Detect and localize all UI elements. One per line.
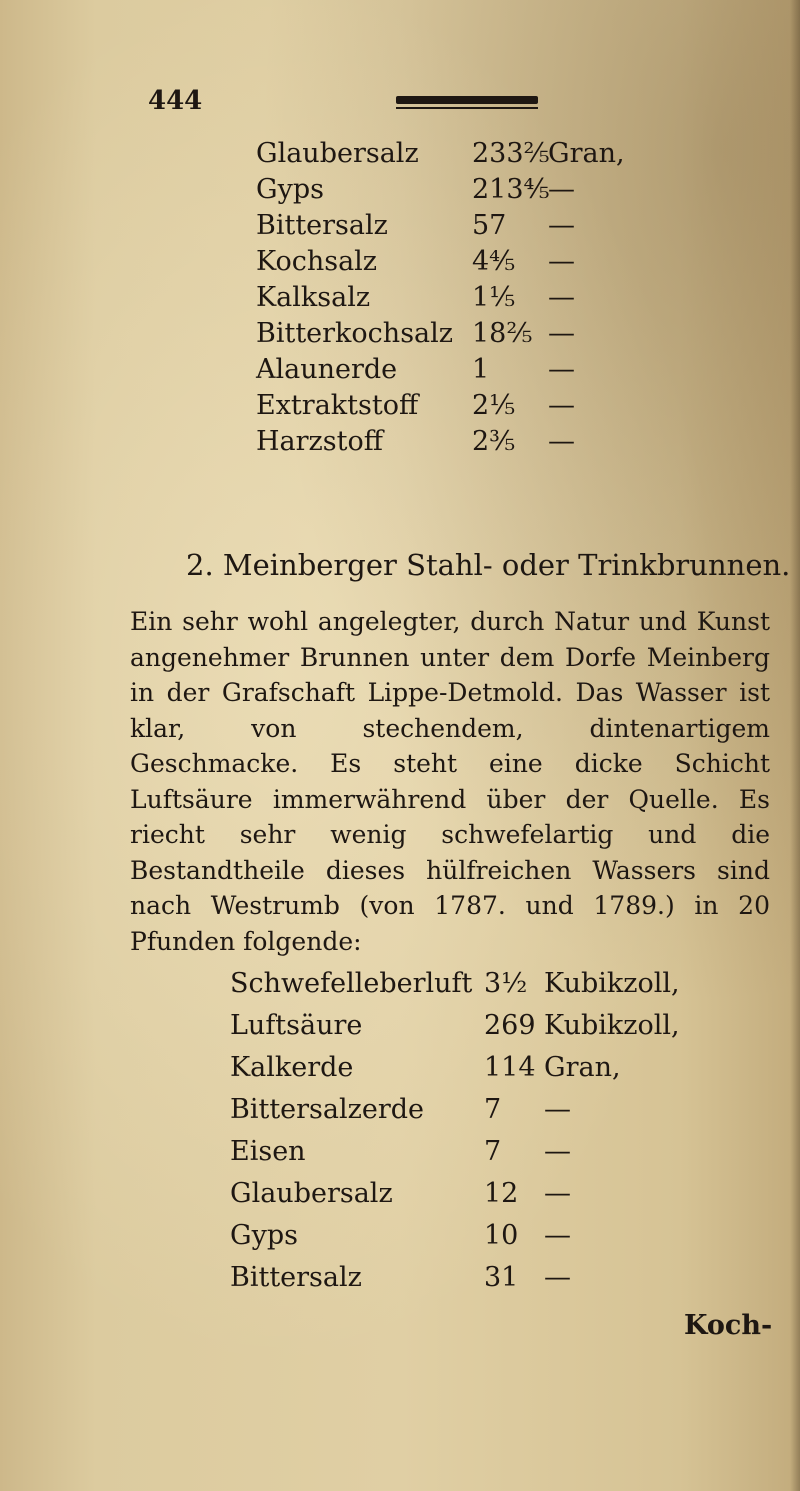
substance-name: Glaubersalz bbox=[230, 1178, 393, 1209]
substance-quantity: 1 bbox=[472, 354, 490, 385]
substance-quantity: 31 bbox=[484, 1262, 519, 1293]
substance-unit: — bbox=[544, 1178, 571, 1209]
substance-unit: — bbox=[548, 318, 575, 349]
substance-quantity: 57 bbox=[472, 210, 507, 241]
mineral-table-1 bbox=[0, 138, 800, 462]
substance-name: Kochsalz bbox=[256, 246, 378, 277]
table-row bbox=[0, 138, 800, 174]
substance-name: Glaubersalz bbox=[256, 138, 419, 169]
substance-unit: — bbox=[544, 1262, 571, 1293]
substance-quantity: 213⅘ bbox=[472, 174, 550, 205]
substance-quantity: 12 bbox=[484, 1178, 519, 1209]
table-row bbox=[0, 1262, 800, 1304]
substance-name: Bittersalz bbox=[256, 210, 388, 241]
substance-name: Harzstoff bbox=[256, 426, 383, 457]
substance-name: Bittersalz bbox=[230, 1262, 362, 1293]
substance-quantity: 7 bbox=[484, 1094, 502, 1125]
substance-name: Alaunerde bbox=[256, 354, 398, 385]
substance-unit: — bbox=[548, 246, 575, 277]
header-rule-thin bbox=[396, 107, 538, 109]
table-row bbox=[0, 282, 800, 318]
substance-quantity: 4⅘ bbox=[472, 246, 516, 277]
substance-quantity: 2⅕ bbox=[472, 390, 516, 421]
substance-name: Bittersalzerde bbox=[230, 1094, 425, 1125]
substance-quantity: 269 bbox=[484, 1010, 536, 1041]
substance-quantity: 114 bbox=[484, 1052, 536, 1083]
substance-unit: — bbox=[544, 1220, 571, 1251]
substance-quantity: 233⅖ bbox=[472, 138, 550, 169]
substance-unit: — bbox=[544, 1094, 571, 1125]
substance-unit: Gran, bbox=[548, 138, 625, 169]
substance-name: Kalkerde bbox=[230, 1052, 354, 1083]
substance-quantity: 7 bbox=[484, 1136, 502, 1167]
table-row bbox=[0, 968, 800, 1010]
table-row bbox=[0, 1094, 800, 1136]
substance-quantity: 10 bbox=[484, 1220, 519, 1251]
table-row bbox=[0, 174, 800, 210]
substance-unit: — bbox=[548, 426, 575, 457]
table-row bbox=[0, 390, 800, 426]
header-rule-thick bbox=[396, 96, 538, 104]
section-paragraph: Ein sehr wohl angelegter, durch Natur und Kunst angenehmer Brunnen unter dem Dorfe Meinberg in der Grafschaft Lippe-Detmold. Das Wasser ist klar, von stechendem, dintenartigem Geschmacke. Es steht eine dicke Schicht Luftsäure immerwährend über der Quelle. Es riecht sehr wenig schwefelartig und die Bestandtheile dieses hülfreichen Wassers sind nach Westrumb (von 1787. und 1789.) in 20 Pfunden folgende: bbox=[130, 607, 770, 956]
substance-name: Extraktstoff bbox=[256, 390, 419, 421]
substance-name: Luftsäure bbox=[230, 1010, 363, 1041]
table-row bbox=[0, 1178, 800, 1220]
table-row bbox=[0, 1136, 800, 1178]
substance-unit: Kubikzoll, bbox=[544, 1010, 680, 1041]
substance-name: Bitterkochsalz bbox=[256, 318, 454, 349]
table-row bbox=[0, 318, 800, 354]
substance-quantity: 1⅕ bbox=[472, 282, 516, 313]
substance-name: Gyps bbox=[256, 174, 324, 205]
table-row bbox=[0, 246, 800, 282]
substance-name: Kalksalz bbox=[256, 282, 371, 313]
table-row bbox=[0, 354, 800, 390]
substance-unit: Gran, bbox=[544, 1052, 621, 1083]
substance-unit: — bbox=[548, 390, 575, 421]
page-number: 444 bbox=[148, 86, 203, 116]
substance-name: Gyps bbox=[230, 1220, 298, 1251]
header-rule bbox=[396, 96, 538, 110]
substance-quantity: 2⅗ bbox=[472, 426, 516, 457]
substance-quantity: 3½ bbox=[484, 968, 528, 999]
substance-unit: — bbox=[548, 282, 575, 313]
table-row bbox=[0, 1052, 800, 1094]
table-row bbox=[0, 426, 800, 462]
substance-name: Eisen bbox=[230, 1136, 306, 1167]
mineral-table-2 bbox=[0, 968, 800, 1304]
table-row bbox=[0, 1010, 800, 1052]
catchword: Koch- bbox=[684, 1310, 773, 1341]
table-row bbox=[0, 210, 800, 246]
section-heading: 2. Meinberger Stahl- oder Trinkbrunnen. bbox=[186, 548, 791, 582]
substance-quantity: 18⅖ bbox=[472, 318, 533, 349]
substance-name: Schwefelleberluft bbox=[230, 968, 473, 999]
substance-unit: — bbox=[548, 174, 575, 205]
substance-unit: — bbox=[548, 354, 575, 385]
substance-unit: Kubikzoll, bbox=[544, 968, 680, 999]
table-row bbox=[0, 1220, 800, 1262]
substance-unit: — bbox=[544, 1136, 571, 1167]
substance-unit: — bbox=[548, 210, 575, 241]
